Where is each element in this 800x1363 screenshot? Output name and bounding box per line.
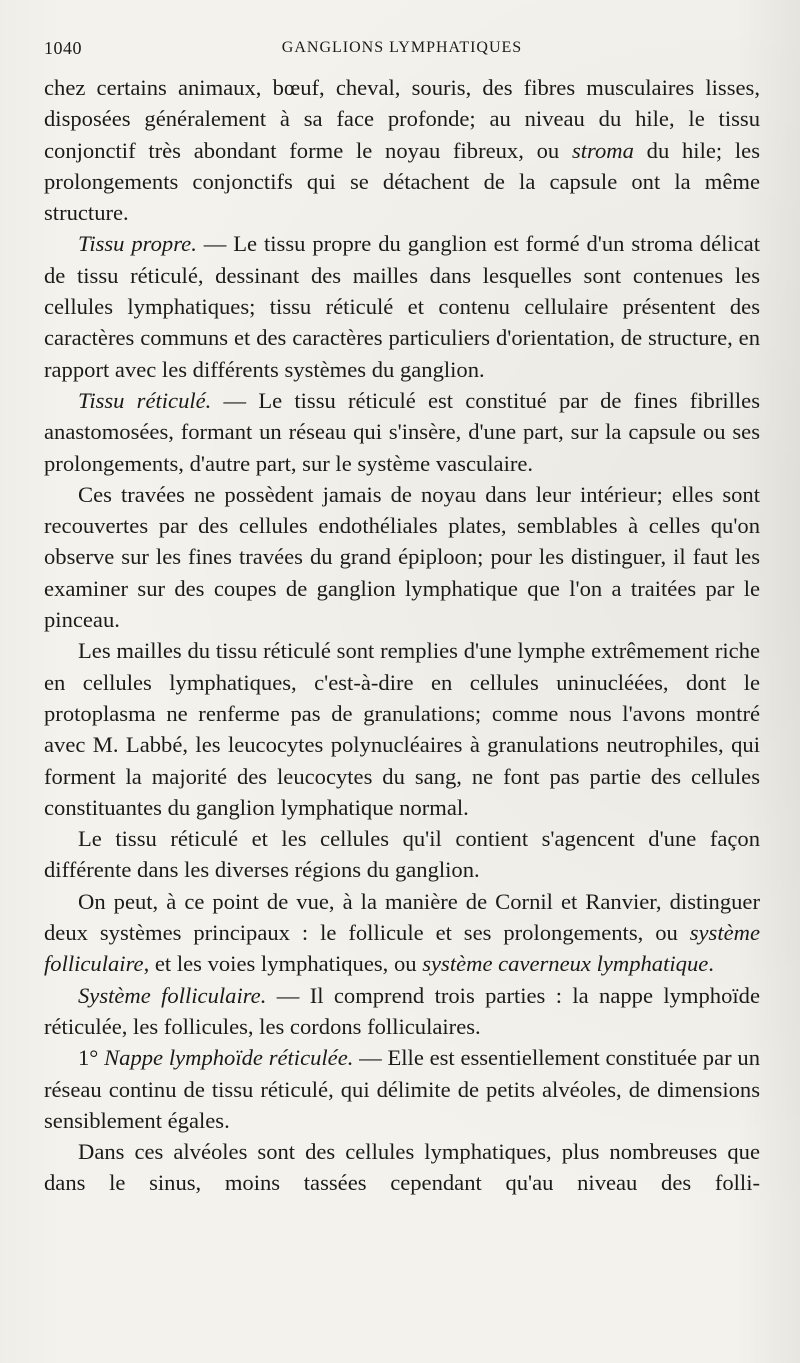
page-header xyxy=(44,28,760,68)
text-run: — Il comprend trois parties : la nappe lymphoïde réticulée, les follicules, les cordons folliculaires. xyxy=(44,982,760,1039)
paragraph-agencement xyxy=(44,823,760,886)
text-run: — Le tissu réticulé est constitué par de fines fibrilles anastomosées, formant un réseau qui s'insère, d'une part, sur la capsule ou ses prolongements, d'autre part, sur le système vasculaire. xyxy=(44,387,761,476)
section-heading-tissu-reticule: Tissu réticulé. xyxy=(78,387,212,413)
text-run: On peut, à ce point de vue, à la manière de Cornil et Ranvier, distinguer deux systèmes principaux : le follicule et ses prolongements, ou xyxy=(44,888,760,946)
text-run: — Elle est essentiellement constituée par un réseau continu de tissu réticulé, qui délimite de petits alvéoles, de dimensions sensiblement égales. xyxy=(44,1045,761,1133)
text-run: — Le tissu propre du ganglion est formé d'un stroma délicat de tissu réticulé, dessinant des mailles dans lesquelles sont contenues les cellules lymphatiques; tissu réticulé et contenu cellulaire présentent des caractères communs et des caractères particuliers d'orientation, de structure, en rapport avec les différents systèmes du ganglion. xyxy=(44,231,760,382)
page-number: 1040 xyxy=(44,38,82,58)
paragraph-continuation xyxy=(44,72,760,228)
paragraph-nappe-lymphoide xyxy=(44,1042,760,1136)
paragraph-travees xyxy=(44,479,760,635)
section-heading-nappe-lymphoide: Nappe lymphoïde réticulée. xyxy=(104,1045,354,1071)
paragraph-alveoles xyxy=(44,1136,760,1199)
paragraph-tissu-propre xyxy=(44,228,760,384)
text-run: , et les voies lymphatiques, ou xyxy=(143,951,423,977)
paragraph-deux-systemes xyxy=(44,886,760,980)
text-run: chez certains animaux, bœuf, cheval, souris, des fibres musculaires lisses, disposées généralement à sa face profonde; au niveau du hile, le tissu conjonctif très abondant forme le noyau fibreux, ou xyxy=(44,75,760,163)
text-run: Ces travées ne possèdent jamais de noyau dans leur intérieur; elles sont recouvertes par des cellules endothéliales plates, semblables à celles qu'on observe sur les fines travées du grand épiploon; pour les distinguer, il faut les examiner sur des coupes de ganglion lymphatique que l'on a traitées par le pinceau. xyxy=(44,481,760,633)
list-number: 1° xyxy=(78,1045,105,1071)
section-heading-systeme-folliculaire: Système folliculaire. xyxy=(78,982,267,1008)
paragraph-tissu-reticule xyxy=(44,385,760,479)
paragraph-systeme-folliculaire xyxy=(44,980,760,1043)
section-heading-tissu-propre: Tissu propre. xyxy=(78,231,197,257)
text-run: Le tissu réticulé et les cellules qu'il contient s'agencent d'une façon différente dans les diverses régions du ganglion. xyxy=(44,826,760,883)
text-run: . xyxy=(708,951,714,977)
italic-term-systeme-folliculaire: système folliculaire xyxy=(44,920,760,977)
paragraph-mailles xyxy=(44,635,760,823)
italic-term-systeme-caverneux: système caverneux lymphatique xyxy=(422,951,709,977)
text-run: du hile; les prolongements conjonctifs qui se détachent de la capsule ont la même structure. xyxy=(44,137,760,226)
running-title: GANGLIONS LYMPHATIQUES xyxy=(281,39,523,56)
body-text xyxy=(44,72,760,1199)
italic-term-stroma: stroma xyxy=(571,137,634,163)
text-run: Les mailles du tissu réticulé sont remplies d'une lymphe extrêmement riche en cellules lymphatiques, c'est-à-dire en cellules uninucléées, dont le protoplasma ne renferme pas de granulations; comme nous l'avons montré avec M. Labbé, les leucocytes polynucléaires à granulations neutrophiles, qui forment la majorité des leucocytes du sang, ne font pas partie des cellules constituantes du ganglion lymphatique normal. xyxy=(44,638,760,820)
text-run: Dans ces alvéoles sont des cellules lymphatiques, plus nombreuses que dans le sinus, moins tassées cependant qu'au niveau des folli- xyxy=(44,1139,760,1196)
